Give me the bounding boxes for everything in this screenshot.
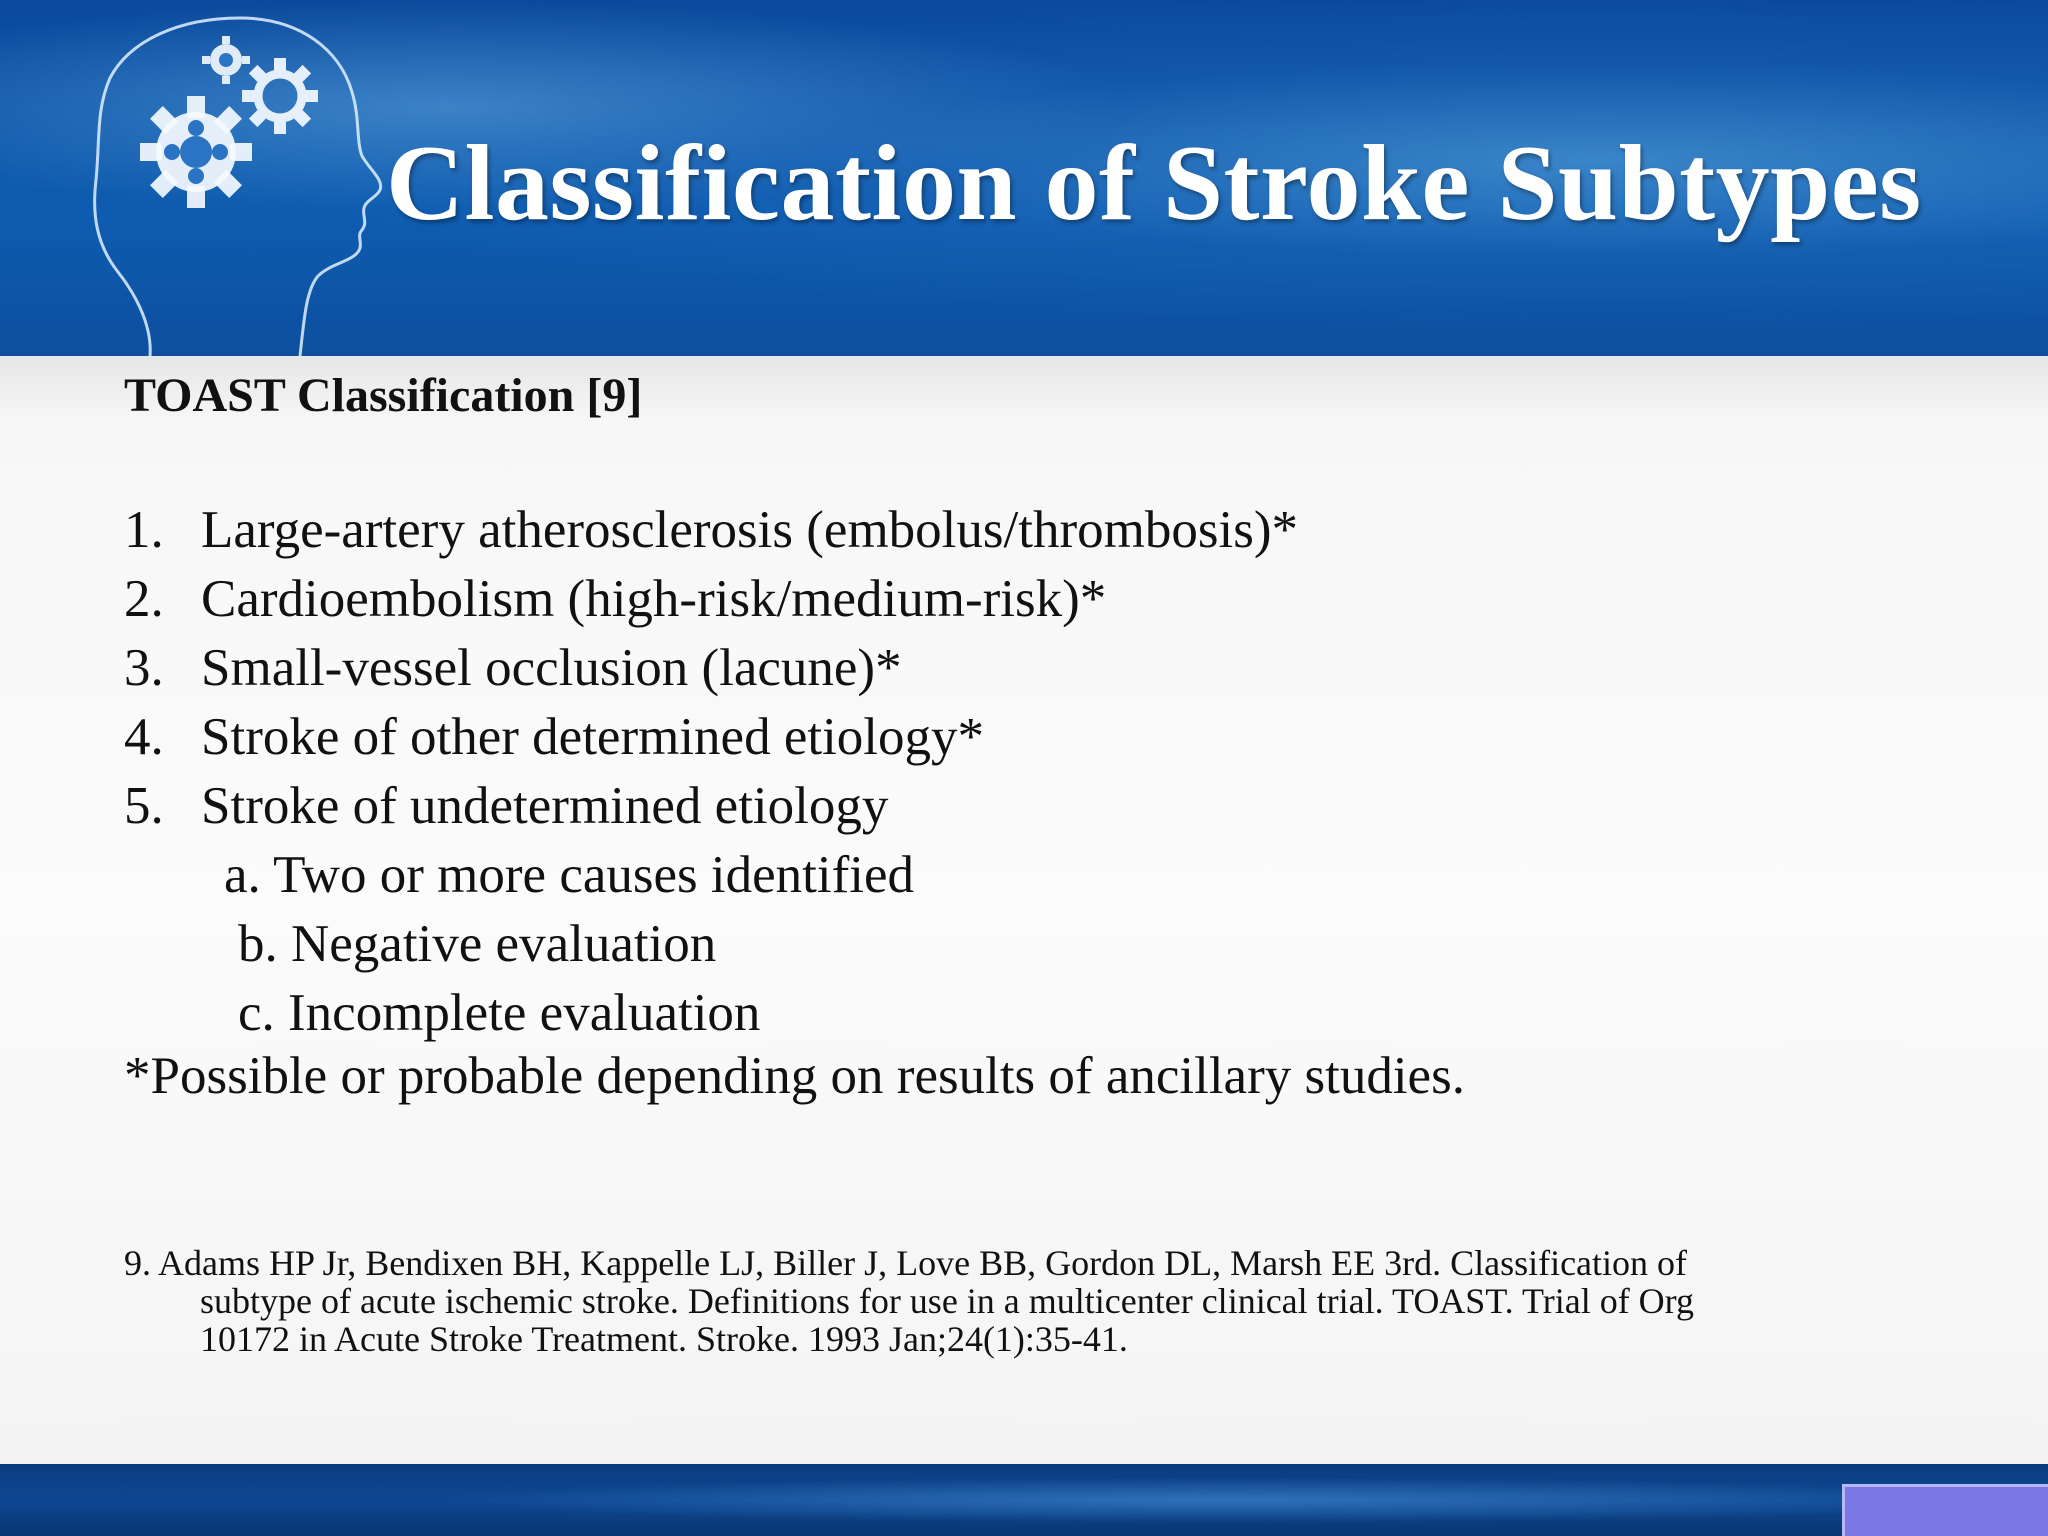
reference-citation: [124, 1244, 1884, 1358]
list-item: [124, 772, 1298, 841]
list-number: 4.: [124, 708, 164, 766]
list-item: [124, 703, 1298, 772]
list-item: [124, 496, 1298, 565]
classification-list: [124, 496, 1298, 1048]
footer-banner: [0, 1464, 2048, 1536]
list-number: 1.: [124, 501, 164, 559]
list-number: 5.: [124, 777, 164, 835]
list-text: Large-artery atherosclerosis (embolus/thrombosis)*: [201, 501, 1298, 559]
footnote: *Possible or probable depending on results of ancillary studies.: [124, 1047, 1465, 1105]
sub-list-item: c. Incomplete evaluation: [238, 984, 761, 1042]
list-text: Small-vessel occlusion (lacune)*: [201, 639, 902, 697]
list-text: Stroke of other determined etiology*: [201, 708, 985, 766]
list-number: 2.: [124, 570, 164, 628]
sub-list-item: b. Negative evaluation: [238, 915, 717, 973]
sub-list-item: a. Two or more causes identified: [224, 846, 914, 904]
list-text: Cardioembolism (high-risk/medium-risk)*: [201, 570, 1107, 628]
navigation-box[interactable]: [1842, 1484, 2048, 1536]
slide-title: Classification of Stroke Subtypes: [386, 124, 1922, 243]
list-text: Stroke of undetermined etiology: [201, 777, 889, 835]
list-number: 3.: [124, 639, 164, 697]
list-item: [124, 565, 1298, 634]
subheading: TOAST Classification [9]: [124, 369, 643, 422]
reference-line: subtype of acute ischemic stroke. Definitions for use in a multicenter clinical trial. TOAST. Trial of Org: [200, 1281, 1695, 1321]
reference-line: 9. Adams HP Jr, Bendixen BH, Kappelle LJ, Biller J, Love BB, Gordon DL, Marsh EE 3rd. Classification of: [124, 1243, 1688, 1283]
head-with-gears-icon: [0, 0, 420, 356]
list-item: [124, 634, 1298, 703]
header-banner: [0, 0, 2048, 356]
reference-line: 10172 in Acute Stroke Treatment. Stroke. 1993 Jan;24(1):35-41.: [200, 1319, 1128, 1359]
